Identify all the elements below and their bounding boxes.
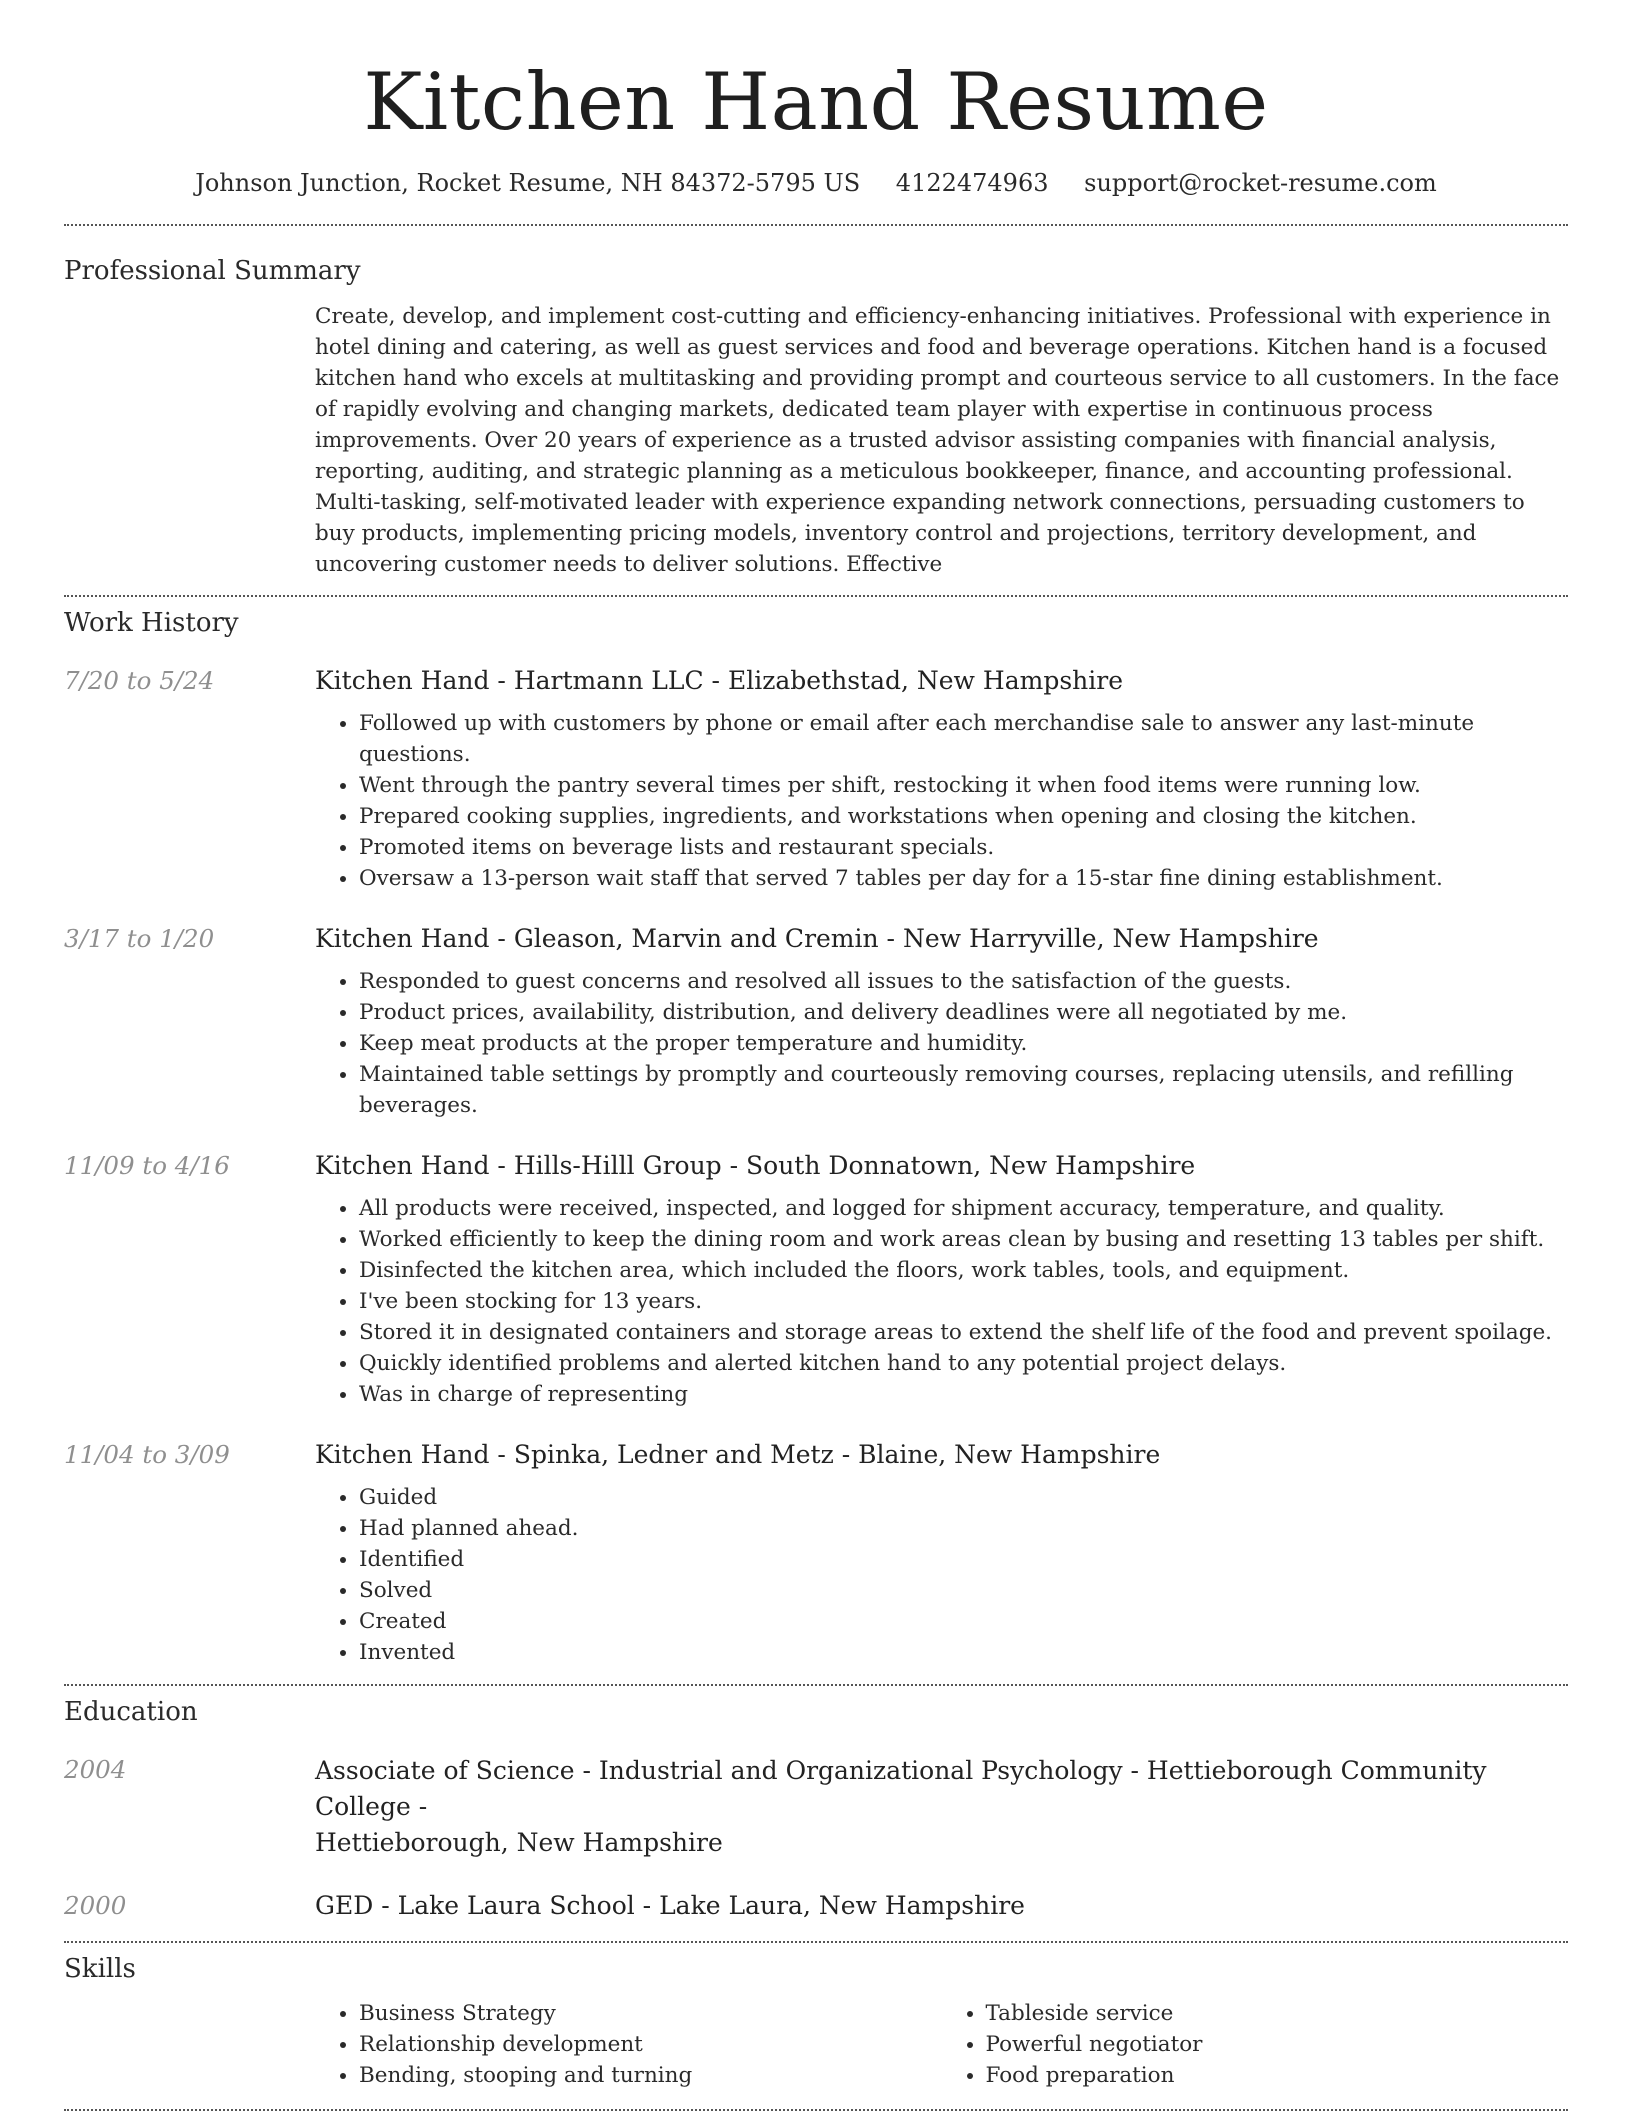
job-entry — [64, 664, 1568, 894]
job-bullets — [315, 1193, 1568, 1410]
job-dates: 7/20 to 5/24 — [64, 666, 215, 695]
list-item: • Maintained table settings by promptly and courteously removing courses, replacing utensils, and refilling beverages. — [359, 1059, 1568, 1121]
divider — [64, 1941, 1568, 1943]
list-item: • Promoted items on beverage lists and restaurant specials. — [359, 832, 1568, 863]
list-item: • Prepared cooking supplies, ingredients, and workstations when opening and closing the kitchen. — [359, 801, 1568, 832]
summary-text: Create, develop, and implement cost-cutting and efficiency-enhancing initiatives. Professional with experience in hotel dining and catering, as well as guest services and food and beverage operations. Kitchen hand is a focused kitchen hand who excels at multitasking and providing prompt and courteous service to all customers. In the face of rapidly evolving and changing markets, dedicated team player with expertise in continuous process improvements. Over 20 years of experience as a trusted advisor assisting companies with financial analysis, reporting, auditing, and strategic planning as a meticulous bookkeeper, finance, and accounting professional. Multi-tasking, self-motivated leader with experience expanding network connections, persuading customers to buy products, implementing pricing models, inventory control and projections, territory development, and uncovering customer needs to deliver solutions. Effective — [315, 304, 1560, 577]
job-title: Kitchen Hand - Hartmann LLC - Elizabethstad, New Hampshire — [315, 666, 1123, 695]
job-entry — [64, 1438, 1568, 1668]
job-bullets — [315, 708, 1568, 894]
list-item: • Quickly identified problems and alerted kitchen hand to any potential project delays. — [359, 1348, 1568, 1379]
job-title: Kitchen Hand - Gleason, Marvin and Cremin - New Harryville, New Hampshire — [315, 924, 1319, 953]
education-entry — [64, 1753, 1568, 1861]
job-bullets — [315, 966, 1568, 1121]
contact-address: Johnson Junction, Rocket Resume, NH 84372-5795 US — [195, 169, 861, 197]
list-item: • Guided — [359, 1482, 1568, 1513]
list-item: • Followed up with customers by phone or email after each merchandise sale to answer any last-minute questions. — [359, 708, 1568, 770]
skill-item: • Relationship development — [359, 2029, 942, 2060]
list-item: • Responded to guest concerns and resolved all issues to the satisfaction of the guests. — [359, 966, 1568, 997]
section-heading-summary: Professional Summary — [64, 256, 361, 286]
skills-list — [315, 1998, 942, 2091]
divider — [64, 224, 1568, 226]
job-entry — [64, 922, 1568, 1121]
list-item: • Was in charge of representing — [359, 1379, 1568, 1410]
section-heading-education: Education — [64, 1697, 198, 1727]
list-item: • Had planned ahead. — [359, 1513, 1568, 1544]
list-item: • I've been stocking for 13 years. — [359, 1286, 1568, 1317]
skill-item: • Food preparation — [986, 2060, 1569, 2091]
divider — [64, 2109, 1568, 2111]
resume-page — [64, 0, 1568, 2111]
list-item: • Created — [359, 1606, 1568, 1637]
job-dates: 11/04 to 3/09 — [64, 1440, 230, 1469]
list-item: • Went through the pantry several times per shift, restocking it when food items were running low. — [359, 770, 1568, 801]
job-entry — [64, 1149, 1568, 1410]
job-bullets — [315, 1482, 1568, 1668]
contact-phone: 4122474963 — [895, 169, 1049, 197]
job-title: Kitchen Hand - Hills-Hilll Group - South Donnatown, New Hampshire — [315, 1151, 1196, 1180]
education-line: GED - Lake Laura School - Lake Laura, New Hampshire — [315, 1891, 1025, 1920]
list-item: • Identified — [359, 1544, 1568, 1575]
list-item: • Worked efficiently to keep the dining room and work areas clean by busing and resetting 13 tables per shift. — [359, 1224, 1568, 1255]
job-title: Kitchen Hand - Spinka, Ledner and Metz - Blaine, New Hampshire — [315, 1440, 1161, 1469]
skill-item: • Bending, stooping and turning — [359, 2060, 942, 2091]
skill-item: • Powerful negotiator — [986, 2029, 1569, 2060]
list-item: • Disinfected the kitchen area, which included the floors, work tables, tools, and equipment. — [359, 1255, 1568, 1286]
summary-row — [64, 301, 1568, 580]
contact-email: support@rocket-resume.com — [1084, 169, 1437, 197]
education-year: 2004 — [64, 1755, 127, 1784]
section-heading-work: Work History — [64, 608, 239, 638]
section-heading-skills: Skills — [64, 1954, 136, 1984]
list-item: • Invented — [359, 1637, 1568, 1668]
education-line: Hettieborough, New Hampshire — [315, 1828, 723, 1857]
resume-title: Kitchen Hand Resume — [363, 56, 1269, 148]
divider — [64, 595, 1568, 597]
job-dates: 3/17 to 1/20 — [64, 924, 215, 953]
skills-row — [64, 1998, 1568, 2091]
education-year: 2000 — [64, 1891, 127, 1920]
list-item: • All products were received, inspected, and logged for shipment accuracy, temperature, and quality. — [359, 1193, 1568, 1224]
education-line: Associate of Science - Industrial and Organizational Psychology - Hettieborough Community College - — [315, 1756, 1487, 1821]
skill-item: • Tableside service — [986, 1998, 1569, 2029]
divider — [64, 1684, 1568, 1686]
list-item: • Product prices, availability, distribution, and delivery deadlines were all negotiated by me. — [359, 997, 1568, 1028]
list-item: • Stored it in designated containers and storage areas to extend the shelf life of the food and prevent spoilage. — [359, 1317, 1568, 1348]
education-entry — [64, 1889, 1568, 1923]
job-dates: 11/09 to 4/16 — [64, 1151, 230, 1180]
list-item: • Solved — [359, 1575, 1568, 1606]
skills-list — [942, 1998, 1569, 2091]
list-item: • Keep meat products at the proper temperature and humidity. — [359, 1028, 1568, 1059]
contact-line — [64, 166, 1568, 200]
list-item: • Oversaw a 13-person wait staff that served 7 tables per day for a 15-star fine dining establishment. — [359, 863, 1568, 894]
skill-item: • Business Strategy — [359, 1998, 942, 2029]
